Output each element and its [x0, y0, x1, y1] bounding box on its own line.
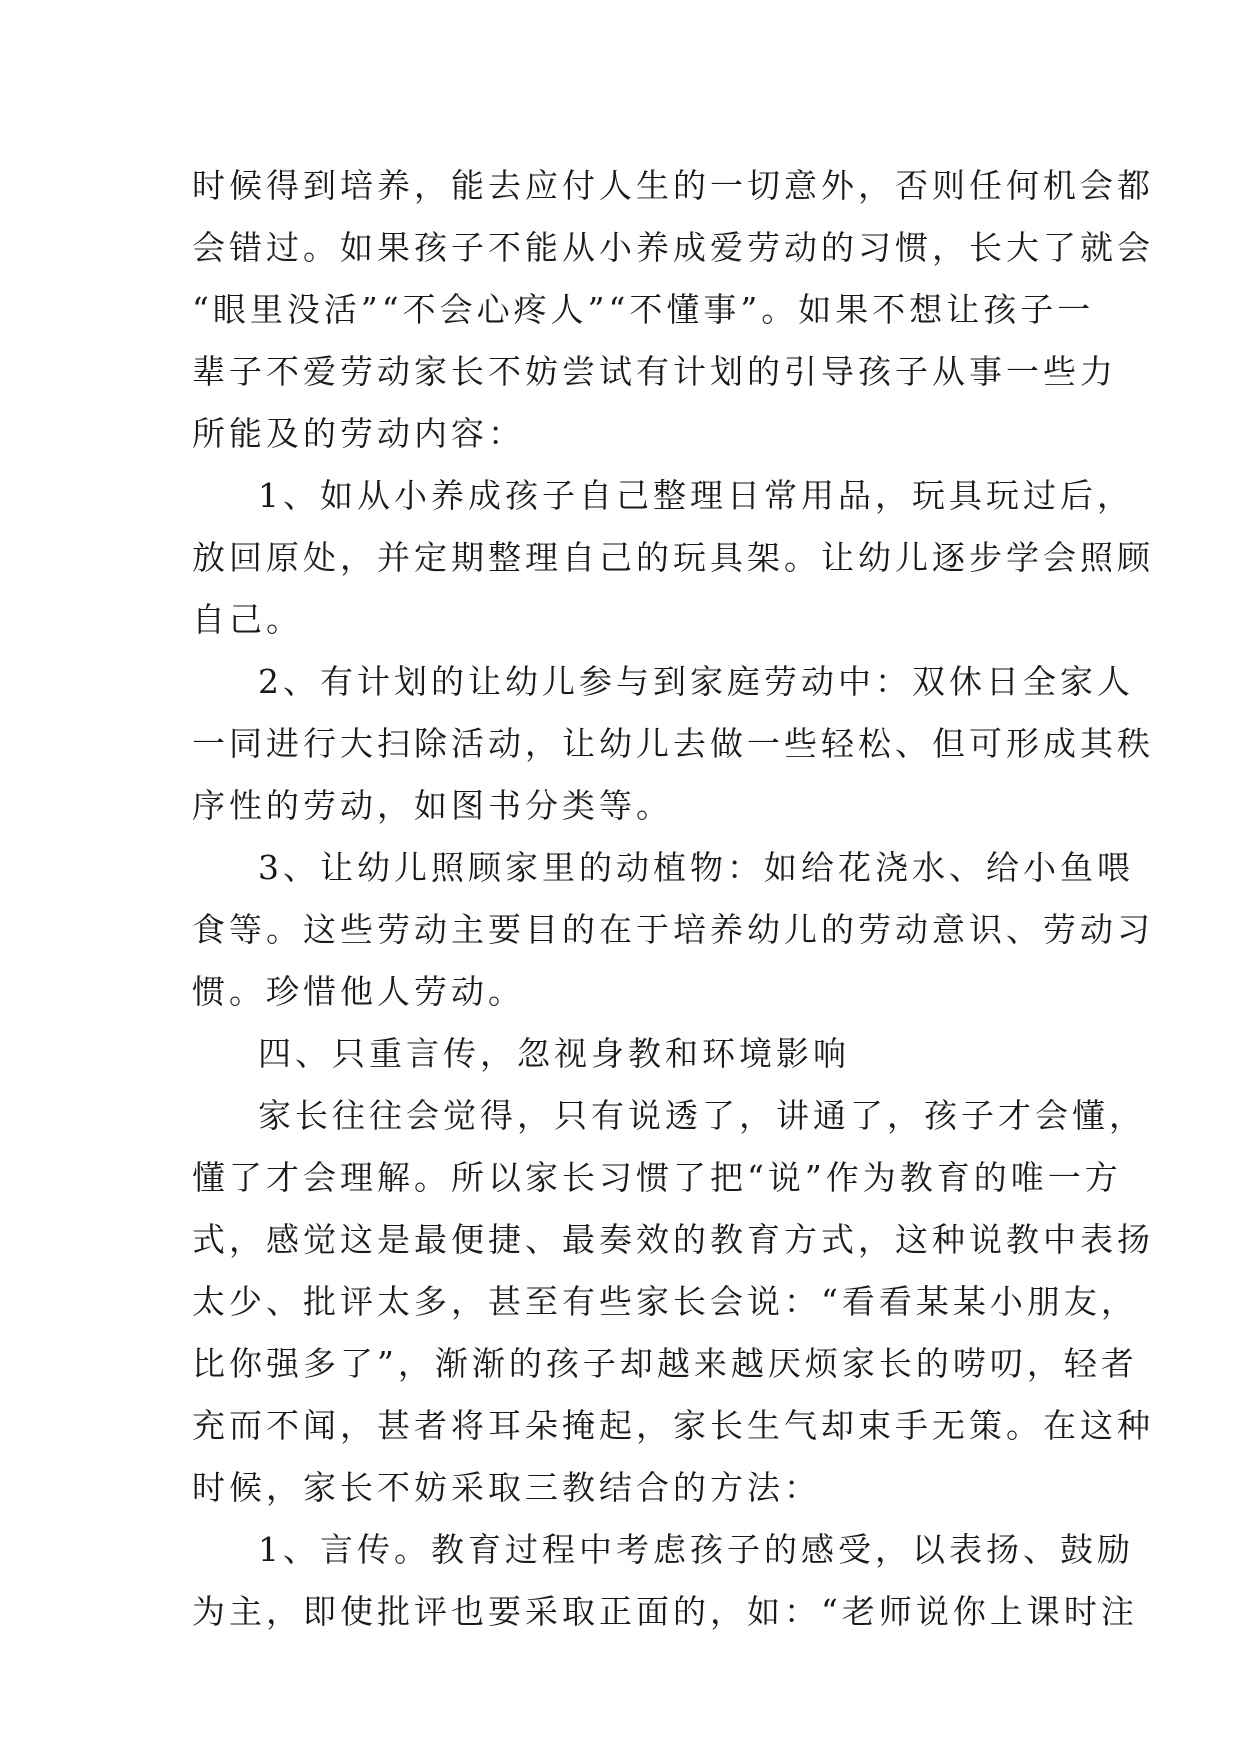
text-line: 所能及的劳动内容： — [192, 414, 525, 453]
text-line: 1、如从小养成孩子自己整理日常用品，玩具玩过后， — [258, 476, 1134, 515]
text-line: 放回原处，并定期整理自己的玩具架。让幼儿逐步学会照顾 — [192, 538, 1154, 577]
text-line: 3、让幼儿照顾家里的动植物：如给花浇水、给小鱼喂 — [258, 848, 1134, 887]
text-line: 时候，家长不妨采取三教结合的方法： — [192, 1468, 821, 1507]
text-line: “眼里没活”“不会心疼人”“不懂事”。如果不想让孩子一 — [192, 290, 1095, 329]
document-body — [192, 155, 1154, 1643]
text-line: 太少、批评太多，甚至有些家长会说：“看看某某小朋友， — [192, 1282, 1138, 1321]
text-line: 一同进行大扫除活动，让幼儿去做一些轻松、但可形成其秩 — [192, 724, 1154, 763]
text-line: 四、只重言传，忽视身教和环境影响 — [258, 1034, 850, 1073]
text-line: 时候得到培养，能去应付人生的一切意外，否则任何机会都 — [192, 166, 1154, 205]
text-line: 辈子不爱劳动家长不妨尝试有计划的引导孩子从事一些力 — [192, 352, 1117, 391]
text-line: 为主，即使批评也要采取正面的，如：“老师说你上课时注 — [192, 1592, 1138, 1631]
text-line: 惯。珍惜他人劳动。 — [192, 972, 525, 1011]
text-line: 式，感觉这是最便捷、最奏效的教育方式，这种说教中表扬 — [192, 1220, 1154, 1259]
text-line: 充而不闻，甚者将耳朵掩起，家长生气却束手无策。在这种 — [192, 1406, 1154, 1445]
text-line: 比你强多了”，渐渐的孩子却越来越厌烦家长的唠叨，轻者 — [192, 1344, 1138, 1383]
text-line: 食等。这些劳动主要目的在于培养幼儿的劳动意识、劳动习 — [192, 910, 1154, 949]
text-line: 2、有计划的让幼儿参与到家庭劳动中：双休日全家人 — [258, 662, 1134, 701]
text-line: 家长往往会觉得，只有说透了，讲通了，孩子才会懂， — [258, 1096, 1146, 1135]
text-line: 自己。 — [192, 600, 303, 639]
text-line: 1、言传。教育过程中考虑孩子的感受，以表扬、鼓励 — [258, 1530, 1134, 1569]
text-line: 序性的劳动，如图书分类等。 — [192, 786, 673, 825]
text-line: 会错过。如果孩子不能从小养成爱劳动的习惯，长大了就会 — [192, 228, 1154, 267]
text-line: 懂了才会理解。所以家长习惯了把“说”作为教育的唯一方 — [192, 1158, 1122, 1197]
